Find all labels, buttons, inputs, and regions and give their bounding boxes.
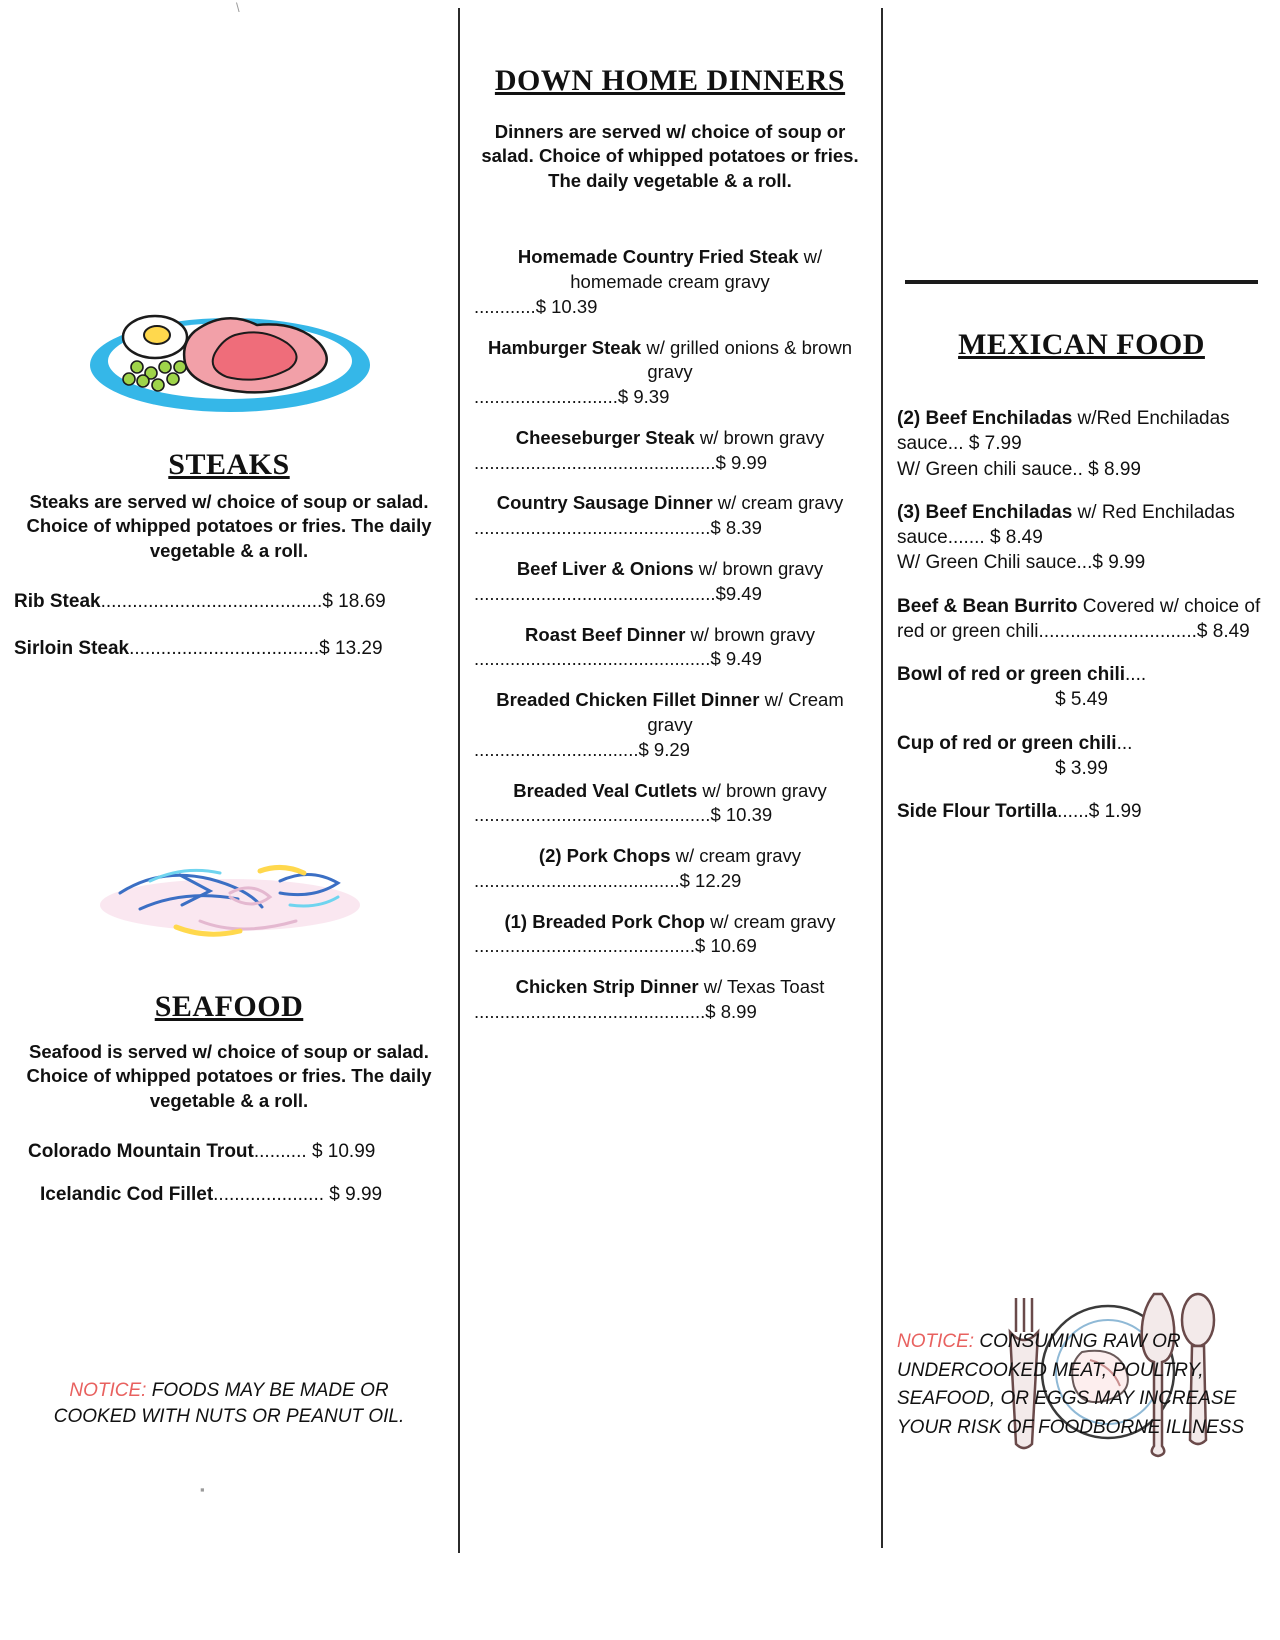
item-dots: .......................................... (100, 591, 323, 613)
item-price: $ 10.99 (311, 1141, 376, 1163)
steaks-blurb: Steaks are served w/ choice of soup or salad. Choice of whipped potatoes or fries. The daily vegetable & a roll. (26, 491, 432, 561)
item-name: Bowl of red or green chili (897, 664, 1126, 686)
item-price: $ 8.49 (989, 527, 1043, 549)
item-desc: w/ brown gravy (694, 426, 825, 448)
dinners-item-list (474, 245, 866, 1025)
item-dots: ............................................... (474, 582, 716, 604)
menu-item (474, 975, 866, 1025)
item-name: Chicken Strip Dinner (515, 976, 699, 998)
item-name: (2) Pork Chops (538, 845, 671, 867)
menu-item (474, 245, 866, 319)
item-dots: ............ (474, 295, 536, 317)
item-price: $ 7.99 (968, 433, 1022, 455)
menu-item (474, 910, 866, 960)
menu-item (474, 844, 866, 894)
item-price: $ 10.39 (710, 804, 773, 826)
menu-item (474, 779, 866, 829)
item-dots: .......... (253, 1141, 307, 1163)
item-name: (3) Beef Enchiladas (897, 501, 1073, 523)
allergen-notice (26, 1378, 432, 1429)
item-dots: ...... (1057, 801, 1089, 823)
item-name: Cup of red or green chili (897, 732, 1117, 754)
item-dots: ............................................... (474, 451, 716, 473)
item-dots: .............................. (1038, 620, 1197, 642)
item-name: Beef & Bean Burrito (897, 595, 1078, 617)
item-name: Rib Steak (14, 591, 101, 613)
menu-item (28, 1182, 444, 1207)
item-dots: .................................... (129, 638, 320, 660)
menu-item (897, 662, 1266, 713)
section-rule (905, 280, 1258, 284)
steaks-item-list (14, 589, 444, 661)
item-name: Icelandic Cod Fillet (40, 1184, 214, 1206)
item-dots: ..................... (213, 1184, 325, 1206)
menu-item (474, 491, 866, 541)
item-price: $ 10.69 (695, 935, 757, 957)
menu-item (474, 426, 866, 476)
item-price: $ 9.99 (329, 1184, 383, 1206)
seafood-blurb: Seafood is served w/ choice of soup or salad. Choice of whipped potatoes or fries. The daily vegetable & a roll. (26, 1041, 432, 1111)
menu-item (897, 594, 1266, 645)
right-column (883, 0, 1280, 1438)
item-price: $ 1.99 (1088, 801, 1142, 823)
item-desc: w/ Cream gravy (647, 689, 844, 735)
item-dots: ............................ (474, 386, 618, 408)
mexican-item-list (897, 406, 1266, 824)
item-name: Country Sausage Dinner (496, 492, 713, 514)
menu-item (474, 688, 866, 762)
item-desc: w/ cream gravy (670, 845, 802, 867)
item-price: $ 3.99 (1055, 757, 1108, 779)
item-extra-price: $ 9.99 (1092, 552, 1146, 574)
item-price: $9.49 (715, 582, 762, 604)
seafood-title: SEAFOOD (154, 990, 304, 1023)
item-name: Homemade Country Fried Steak (517, 246, 799, 268)
item-name: Hamburger Steak (487, 336, 642, 358)
menu-item (474, 623, 866, 673)
item-desc: Covered w/ choice of red or green chili (897, 595, 1261, 642)
item-dots: ................................ (474, 738, 639, 760)
item-dots: .............................................. (474, 517, 711, 539)
item-desc: w/ brown gravy (693, 558, 824, 580)
item-price: $ 12.29 (679, 869, 742, 891)
menu-item (897, 799, 1266, 824)
item-name: Sirloin Steak (14, 638, 130, 660)
item-extra-price: $ 8.99 (1088, 458, 1141, 480)
item-desc: w/ cream gravy (704, 910, 836, 932)
item-name: Beef Liver & Onions (516, 558, 694, 580)
item-dots: ............................................. (474, 1000, 706, 1022)
item-price: $ 13.29 (319, 638, 383, 660)
scan-artifact: ▪ (200, 1482, 205, 1497)
raw-food-notice (897, 1328, 1266, 1442)
fish-sketch-illustration (80, 835, 380, 955)
item-dots: ........................................ (474, 869, 680, 891)
item-desc: w/ Red Enchiladas sauce....... (897, 501, 1235, 549)
item-name: (1) Breaded Pork Chop (504, 910, 705, 932)
notice-lead: NOTICE: (69, 1380, 147, 1401)
item-price: $ 18.69 (322, 591, 386, 613)
middle-column (460, 0, 880, 1041)
mexican-title: MEXICAN FOOD (958, 328, 1205, 361)
item-price: $ 9.29 (638, 738, 690, 760)
item-desc: w/Red Enchiladas sauce... (897, 408, 1230, 455)
scan-artifact: \ (236, 0, 240, 15)
notice-text: FOODS MAY BE MADE OR COOKED WITH NUTS OR PEANUT OIL. (53, 1380, 405, 1427)
menu-item (28, 1139, 444, 1164)
notice-lead: NOTICE: (897, 1331, 975, 1352)
item-price: $ 8.49 (1196, 620, 1250, 642)
item-extra: W/ Green chili sauce.. (897, 458, 1083, 480)
menu-item (474, 336, 866, 410)
item-desc: w/ brown gravy (685, 623, 815, 645)
item-dots: ... (1116, 732, 1133, 754)
dinners-blurb: Dinners are served w/ choice of soup or salad. Choice of whipped potatoes or fries. The daily vegetable & a roll. (481, 121, 859, 191)
notice-text: CONSUMING RAW OR UNDERCOOKED MEAT, POULTRY, SEAFOOD, OR EGGS MAY INCREASE YOUR RISK OF FOODBORNE ILLNESS (897, 1331, 1245, 1438)
item-name: Side Flour Tortilla (897, 801, 1058, 823)
item-desc: w/ brown gravy (697, 779, 827, 801)
item-dots: .............................................. (474, 648, 711, 670)
item-price: $ 8.99 (705, 1000, 757, 1022)
item-desc: w/ grilled onions & brown gravy (641, 336, 852, 383)
menu-item (14, 589, 444, 614)
item-price: $ 8.39 (710, 517, 762, 539)
item-price: $ 9.39 (617, 386, 670, 408)
item-name: Cheeseburger Steak (515, 426, 695, 448)
menu-item (897, 500, 1266, 576)
steak-plate-illustration (85, 295, 375, 420)
item-price: $ 9.99 (715, 451, 768, 473)
menu-item (897, 731, 1266, 782)
item-name: (2) Beef Enchiladas (897, 408, 1073, 429)
item-name: Breaded Veal Cutlets (513, 779, 698, 801)
item-dots: .... (1125, 664, 1147, 686)
dinners-title: DOWN HOME DINNERS (494, 64, 846, 97)
item-price: $ 10.39 (535, 295, 598, 317)
item-desc: w/ cream gravy (712, 492, 844, 514)
item-name: Breaded Chicken Fillet Dinner (496, 689, 760, 711)
item-dots: .............................................. (474, 804, 711, 826)
seafood-item-list (14, 1139, 444, 1207)
menu-item (14, 636, 444, 661)
menu-item (474, 557, 866, 607)
item-price: $ 5.49 (1055, 689, 1108, 711)
item-price: $ 9.49 (710, 648, 762, 670)
item-extra: W/ Green Chili sauce... (897, 552, 1093, 574)
item-name: Colorado Mountain Trout (28, 1141, 254, 1163)
steaks-title: STEAKS (168, 448, 290, 481)
item-desc: w/ Texas Toast (698, 976, 825, 998)
item-dots: ........................................... (474, 935, 696, 957)
menu-item (897, 406, 1266, 482)
item-desc: w/ homemade cream gravy (570, 246, 823, 292)
item-name: Roast Beef Dinner (525, 623, 686, 645)
